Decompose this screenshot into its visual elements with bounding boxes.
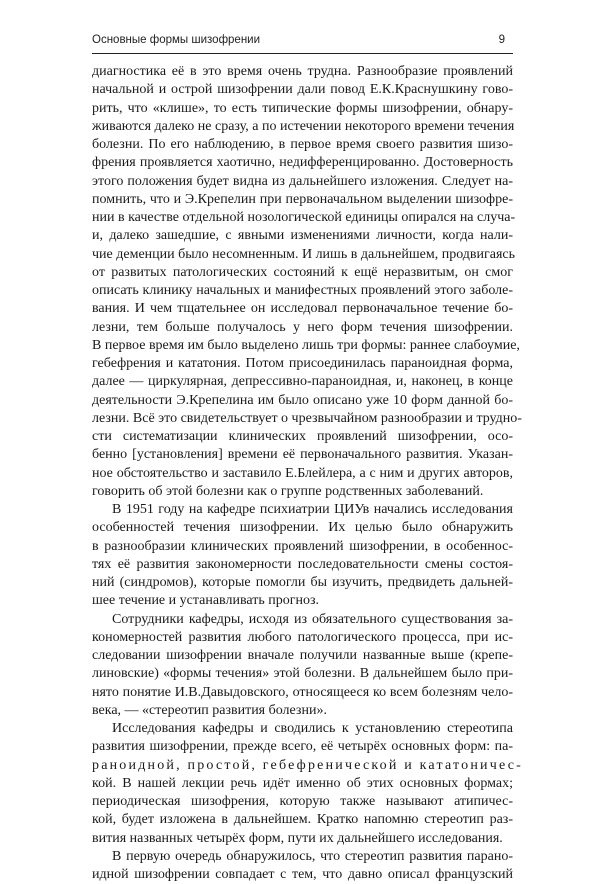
text-line: френия проявляется хаотично, недифференцированно. Достоверность [92, 155, 513, 171]
text-line: развития шизофрении, прежде всего, её четырёх основных форм: па- [92, 739, 513, 755]
text-line: гебефрения и кататония. Потом присоединилась параноидная форма, [92, 356, 513, 371]
text-line: идной шизофрении совпадает с тем, что давно описал французский [92, 867, 513, 882]
text-line: и, далеко зашедшие, с явными изменениями личности, когда нали- [92, 228, 513, 244]
text-line: живаются далеко не сразу, а по истечении некоторого времени течения [92, 118, 515, 134]
running-head [92, 34, 513, 50]
text-line: кой. В нашей лекции речь идёт именно об этих основных формах; [92, 775, 513, 791]
text-line: линовские) «формы течения» этой болезни. В дальнейшем было при- [92, 666, 513, 682]
text-line: В первую очередь обнаружилось, что стереотип развития парано- [112, 848, 513, 864]
header-rule [92, 53, 513, 54]
text-line: болезни. По его наблюдению, в первое время своего развития шизо- [92, 137, 513, 152]
text-line: сти систематизации клинических проявлений шизофрении, осо- [92, 429, 513, 444]
text-line: говорить об этой болезни как о группе родственных заболеваний. [92, 483, 484, 499]
text-line: вития названных четырёх форм, пути их дальнейшего исследования. [92, 830, 503, 846]
text-line: этого положения будет видна из дальнейшего изложения. Следует на- [92, 173, 513, 189]
text-line: в разнообразии клинических проявлений шизофрении, в особеннос- [92, 538, 513, 554]
text-line: диагностика её в это время очень трудна. Разнообразие проявлений [92, 64, 513, 79]
text-line: начальной и острой шизофрении дали повод Е.К.Краснушкину гово- [92, 82, 513, 98]
text-line: нии в качестве отдельной нозологической единицы опирался на случа- [92, 210, 516, 225]
text-line: периодическая шизофрения, которую также называют атипичес- [92, 794, 513, 809]
text-line: Сотрудники кафедры, исходя из обязательного существования за- [112, 611, 513, 627]
text-line: бенно [установления] времени её первоначального развития. Указан- [92, 447, 513, 463]
text-line: особенностей течения шизофрении. Их целью было обнаружить [92, 520, 513, 536]
text-line: далее — циркулярная, депрессивно-параноидная, и, наконец, в конце [92, 374, 513, 390]
text-line: рить, что «клише», то есть типические формы шизофрении, обнару- [92, 100, 513, 116]
text-line: чие деменции было несомненным. И лишь в дальнейшем, продвигаясь [92, 246, 516, 262]
text-line: шее течение и устанавливать прогноз. [92, 593, 320, 609]
text-line: века, — «стереотип развития болезни». [92, 702, 327, 718]
running-head-title: Основные формы шизофрении [92, 34, 261, 46]
text-line: В первое время им было выделено лишь три формы: раннее слабоумие, [92, 337, 520, 353]
text-line: кономерностей развития любого патологического процесса, при ис- [92, 629, 513, 645]
body-text [92, 63, 524, 884]
text-line: лезни. Всё это свидетельствует о чрезвычайном разнообразии и трудно- [92, 410, 522, 426]
text-line: кой, будет изложена в дальнейшем. Кратко напомню стереотип раз- [92, 812, 513, 828]
text-line: деятельности Э.Крепелина им было описано уже 10 форм данной бо- [92, 392, 513, 408]
text-line: ное обстоятельство и заставило Е.Блейлера, а с ним и других авторов, [92, 465, 513, 481]
text-line: помнить, что и Э.Крепелин при первоначальном выделении шизофре- [92, 191, 513, 207]
text-line: вания. И чем тщательнее он исследовал первоначальное течение бо- [92, 301, 513, 317]
text-line: Исследования кафедры и сводились к установлению стереотипа [112, 721, 513, 736]
text-line: описать клинику начальных и манифестных проявлений этого заболе- [92, 283, 513, 298]
text-line: ний (синдромов), которые помогли бы изучить, предвидеть дальней- [92, 575, 513, 590]
text-line: тях её развития закономерности последовательности смены состоя- [92, 556, 513, 572]
text-line: раноидной, простой, гебефренической и кататоничес- [92, 757, 524, 773]
text-line: нято понятие И.В.Давыдовского, относящееся ко всем болезням чело- [92, 684, 513, 700]
text-line: лезни, тем больше получалось у него форм течения шизофрении. [92, 319, 513, 335]
text-line: от развитых патологических состояний к ещё неразвитым, он смог [92, 264, 513, 280]
text-line: следовании шизофрении вначале получили названные выше (крепе- [92, 648, 513, 663]
text-line: В 1951 году на кафедре психиатрии ЦИУв начались исследования [112, 502, 513, 517]
page-number: 9 [498, 34, 505, 46]
